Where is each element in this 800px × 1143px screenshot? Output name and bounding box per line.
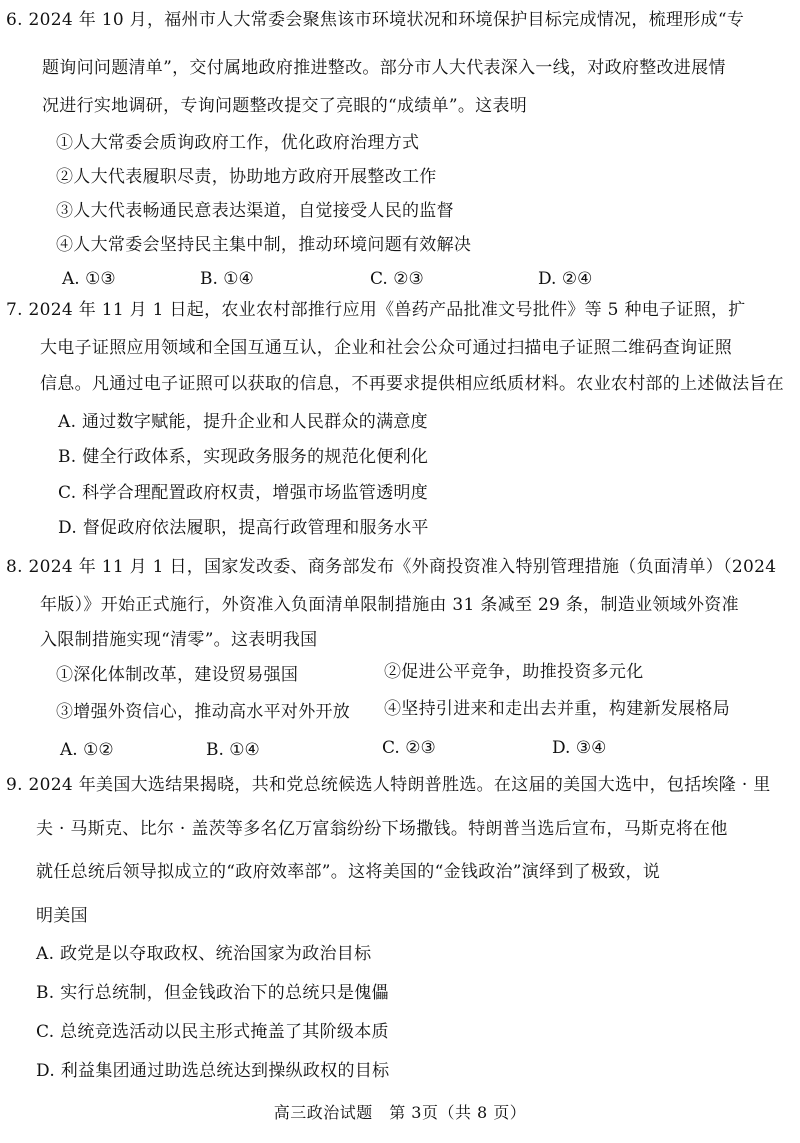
question-9-stem-line-1: 9. 2024 年美国大选结果揭晓，共和党总统候选人特朗普胜选。在这届的美国大选中，包括埃隆 · 里 — [6, 775, 771, 795]
question-8-statement-1: ①深化体制改革，建设贸易强国 — [56, 665, 299, 685]
question-8-choice-c[interactable]: C. ②③ — [382, 738, 436, 758]
question-7-stem-line-2: 大电子证照应用领域和全国互通互认，企业和社会公众可通过扫描电子证照二维码查询证照 — [40, 338, 732, 358]
question-6-choice-a[interactable]: A. ①③ — [62, 269, 116, 289]
question-8-choice-a[interactable]: A. ①② — [60, 740, 114, 760]
question-9-option-c[interactable]: C. 总统竞选活动以民主形式掩盖了其阶级本质 — [36, 1022, 389, 1042]
question-8-stem-line-1: 8. 2024 年 11 月 1 日，国家发改委、商务部发布《外商投资准入特别管理措施（负面清单）（2024 — [6, 557, 777, 577]
question-8-stem-line-3: 入限制措施实现“清零”。这表明我国 — [40, 630, 318, 650]
question-6-statement-1: ①人大常委会质询政府工作，优化政府治理方式 — [56, 133, 420, 153]
question-9-option-b[interactable]: B. 实行总统制，但金钱政治下的总统只是傀儡 — [36, 983, 389, 1003]
question-8-statement-2: ②促进公平竞争，助推投资多元化 — [384, 662, 644, 682]
question-9-stem-line-3: 就任总统后领导拟成立的“政府效率部”。这将美国的“金钱政治”演绎到了极致，说 — [36, 862, 661, 882]
question-9-option-a[interactable]: A. 政党是以夺取政权、统治国家为政治目标 — [36, 944, 372, 964]
question-8-choice-d[interactable]: D. ③④ — [552, 738, 607, 758]
question-7-stem-line-1: 7. 2024 年 11 月 1 日起，农业农村部推行应用《兽药产品批准文号批件》等 5 种电子证照，扩 — [6, 300, 746, 320]
page-footer: 高三政治试题 第 3页（共 8 页） — [273, 1103, 527, 1122]
question-6-choice-d[interactable]: D. ②④ — [538, 269, 593, 289]
question-9-option-d[interactable]: D. 利益集团通过助选总统达到操纵政权的目标 — [36, 1061, 390, 1081]
question-9-stem-line-4: 明美国 — [36, 906, 88, 926]
question-6-number: 6. — [6, 10, 23, 30]
question-6-choice-b[interactable]: B. ①④ — [200, 269, 254, 289]
question-8-choice-b[interactable]: B. ①④ — [206, 740, 260, 760]
question-6-choice-c[interactable]: C. ②③ — [370, 269, 424, 289]
question-9-number: 9. — [6, 775, 23, 795]
question-6-stem-line-2: 题询问问题清单”，交付属地政府推进整改。部分市人大代表深入一线，对政府整改进展情 — [42, 58, 726, 78]
question-6-stem-line-3: 况进行实地调研，专询问题整改提交了亮眼的“成绩单”。这表明 — [42, 96, 528, 116]
question-8-statement-4: ④坚持引进来和走出去并重，构建新发展格局 — [384, 699, 730, 719]
question-9-stem-line-2: 夫 · 马斯克、比尔 · 盖茨等多名亿万富翁纷纷下场撒钱。特朗普当选后宣布，马斯克将在他 — [36, 819, 728, 839]
question-7-option-d[interactable]: D. 督促政府依法履职，提高行政管理和服务水平 — [58, 518, 429, 538]
question-8-statement-3: ③增强外资信心，推动高水平对外开放 — [56, 702, 351, 722]
question-7-number: 7. — [6, 300, 23, 320]
question-7-option-c[interactable]: C. 科学合理配置政府权责，增强市场监管透明度 — [58, 483, 429, 503]
question-6-statement-3: ③人大代表畅通民意表达渠道，自觉接受人民的监督 — [56, 201, 454, 221]
question-6-statement-4: ④人大常委会坚持民主集中制，推动环境问题有效解决 — [56, 235, 472, 255]
question-7-option-a[interactable]: A. 通过数字赋能，提升企业和人民群众的满意度 — [58, 412, 428, 432]
question-6-stem-line-1: 6. 2024 年 10 月，福州市人大常委会聚焦该市环境状况和环境保护目标完成情况，梳理形成“专 — [6, 10, 745, 30]
question-6-statement-2: ②人大代表履职尽责，协助地方政府开展整改工作 — [56, 167, 437, 187]
question-7-option-b[interactable]: B. 健全行政体系，实现政务服务的规范化便利化 — [58, 447, 429, 467]
question-7-stem-line-3: 信息。凡通过电子证照可以获取的信息，不再要求提供相应纸质材料。农业农村部的上述做法旨在 — [40, 374, 784, 394]
question-8-stem-line-2: 年版）》开始正式施行，外资准入负面清单限制措施由 31 条减至 29 条，制造业领域外资准 — [40, 595, 739, 615]
question-8-number: 8. — [6, 557, 23, 577]
